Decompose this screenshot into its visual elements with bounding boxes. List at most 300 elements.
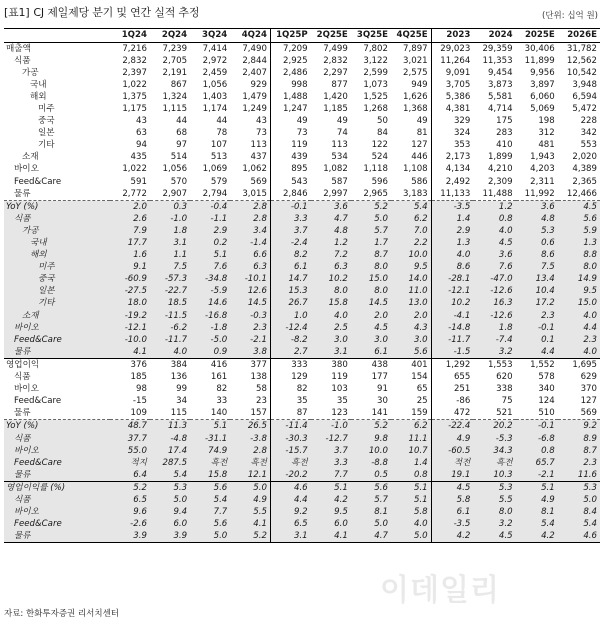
table-cell: 11,992 xyxy=(524,188,555,199)
table-row xyxy=(4,261,600,273)
table-row xyxy=(4,127,600,139)
table-cell: 929 xyxy=(230,79,270,91)
table-cell: 5.0 xyxy=(190,530,230,543)
table-cell: 9,454 xyxy=(487,67,513,78)
table-row xyxy=(4,310,600,322)
table-cell: 18.5 xyxy=(150,297,190,309)
table-cell: 1,062 xyxy=(230,163,270,175)
table-cell: -8.2 xyxy=(270,334,310,346)
table-cell: -12.4 xyxy=(270,322,310,334)
table-cell: 50 xyxy=(377,116,388,127)
column-header: 2025E xyxy=(516,29,558,43)
table-cell: 1,022 xyxy=(122,164,147,175)
table-cell: -3.5 xyxy=(431,518,473,530)
table-cell: 1,022 xyxy=(122,79,147,90)
table-cell: 4.8 xyxy=(516,213,558,225)
table-cell: -3.8 xyxy=(230,433,270,445)
table-cell: 4.0 xyxy=(473,225,515,237)
table-cell: -11.7 xyxy=(431,334,473,346)
table-row xyxy=(4,371,600,383)
table-cell: 2,365 xyxy=(572,176,597,187)
table-cell: 흑전 xyxy=(473,457,515,469)
table-cell: 30,406 xyxy=(524,43,555,54)
table-cell: 198 xyxy=(538,116,555,127)
table-cell: -0.1 xyxy=(516,322,558,334)
table-cell: 5.0 xyxy=(558,494,600,506)
table-cell: 127 xyxy=(391,139,431,151)
watermark: 이데일리 xyxy=(380,573,500,608)
row-label: 영업이익 xyxy=(4,358,110,371)
table-cell: 4.1 xyxy=(110,346,150,359)
table-cell: 521 xyxy=(496,408,513,419)
table-cell: 2.0 xyxy=(391,310,431,322)
table-cell: 185 xyxy=(130,372,147,383)
row-label: 식품 xyxy=(14,55,31,66)
row-label: Feed&Care xyxy=(4,457,110,469)
table-cell: 34.3 xyxy=(473,445,515,457)
table-row xyxy=(4,530,600,543)
table-cell: 7.0 xyxy=(391,225,431,237)
table-cell: 376 xyxy=(110,358,150,371)
table-cell: 16.3 xyxy=(473,297,515,309)
table-cell: 2,599 xyxy=(363,67,388,78)
table-cell: 161 xyxy=(210,372,228,383)
table-cell: -57.3 xyxy=(150,273,190,285)
table-cell: -47.0 xyxy=(473,273,515,285)
table-cell: 0.3 xyxy=(150,200,190,213)
table-header xyxy=(4,29,600,43)
table-cell: -11.5 xyxy=(150,310,190,322)
table-cell: -12.1 xyxy=(431,285,473,297)
table-cell: 338 xyxy=(496,384,513,395)
row-label: 일본 xyxy=(38,128,55,139)
row-label: 식품 xyxy=(14,372,31,383)
table-cell: 11,488 xyxy=(482,188,513,199)
table-cell: 5.7 xyxy=(351,225,391,237)
table-cell: 5.4 xyxy=(150,469,190,482)
row-label: 식품 xyxy=(4,494,110,506)
table-row xyxy=(4,420,600,433)
table-cell: 127 xyxy=(580,396,597,407)
table-cell: 2,844 xyxy=(230,55,270,67)
table-cell: 4,203 xyxy=(530,164,555,175)
table-cell: 7,802 xyxy=(363,43,388,54)
table-cell: 19.1 xyxy=(431,469,473,482)
table-cell: 4.2 xyxy=(431,530,473,543)
table-cell: 4.4 xyxy=(516,346,558,359)
table-cell: 138 xyxy=(230,371,270,383)
table-cell: -12.7 xyxy=(311,433,351,445)
table-cell: 3.0 xyxy=(351,334,391,346)
table-cell: -2.1 xyxy=(516,469,558,482)
table-cell: 14.5 xyxy=(351,297,391,309)
table-cell: 3,015 xyxy=(230,188,270,201)
table-cell: 44 xyxy=(216,116,228,127)
table-cell: 3.2 xyxy=(473,518,515,530)
table-cell: 3,705 xyxy=(445,79,471,90)
table-cell: 3,948 xyxy=(572,79,597,90)
table-cell: 11.1 xyxy=(391,433,431,445)
table-cell: -22.7 xyxy=(150,285,190,297)
table-row xyxy=(4,139,600,151)
table-cell: 37.7 xyxy=(110,433,150,445)
table-cell: -1.1 xyxy=(190,213,230,225)
table-cell: 3.1 xyxy=(270,530,310,543)
table-cell: 73 xyxy=(296,128,308,139)
table-cell: 1.8 xyxy=(150,225,190,237)
table-cell: 2.0 xyxy=(110,200,150,213)
row-label: 바이오 xyxy=(4,445,110,457)
row-label: 중국 xyxy=(4,273,110,285)
table-cell: 4.3 xyxy=(391,322,431,334)
table-cell: 7.7 xyxy=(190,506,230,518)
row-label: 매출액 xyxy=(6,43,31,54)
table-cell: -4.1 xyxy=(431,310,473,322)
table-row xyxy=(4,481,600,494)
table-cell: 7,209 xyxy=(283,43,308,54)
table-cell: 141 xyxy=(371,408,388,419)
table-cell: 3.1 xyxy=(150,237,190,249)
table-cell: -2.6 xyxy=(110,518,150,530)
table-cell: 6.4 xyxy=(110,469,150,482)
table-row xyxy=(4,407,600,420)
table-cell: 14.9 xyxy=(558,273,600,285)
table-cell: -1.5 xyxy=(431,346,473,359)
table-cell: 543 xyxy=(291,176,308,187)
table-cell: 9.4 xyxy=(150,506,190,518)
table-cell: 5.3 xyxy=(150,481,190,494)
table-cell: 655 xyxy=(453,372,471,383)
table-cell: 11.6 xyxy=(558,469,600,482)
table-cell: 15.3 xyxy=(270,285,310,297)
table-cell: 8.9 xyxy=(558,433,600,445)
table-cell: 6.0 xyxy=(311,518,351,530)
table-cell: 2,997 xyxy=(323,188,348,199)
table-cell: 4.0 xyxy=(391,518,431,530)
table-cell: 5.1 xyxy=(311,481,351,494)
table-cell: 4.6 xyxy=(270,481,310,494)
table-cell: -0.1 xyxy=(516,420,558,433)
table-cell: 1,115 xyxy=(162,103,188,114)
table-cell: 1,175 xyxy=(122,103,147,114)
table-cell: 0.1 xyxy=(516,334,558,346)
table-cell: 177 xyxy=(371,372,388,383)
table-cell: 10.2 xyxy=(311,273,351,285)
table-cell: 4.9 xyxy=(230,494,270,506)
column-header: 1Q24 xyxy=(110,29,150,43)
table-cell: 2.2 xyxy=(391,237,431,249)
table-cell: 6,594 xyxy=(572,91,597,102)
table-cell: -11.4 xyxy=(270,420,310,433)
unit-label: (단위: 십억 원) xyxy=(542,11,598,21)
table-cell: 5,069 xyxy=(530,103,555,114)
table-cell: 1.2 xyxy=(473,200,515,213)
table-cell: 12,466 xyxy=(566,188,597,199)
table-cell: 0.2 xyxy=(190,237,230,249)
table-cell: 3,122 xyxy=(363,55,388,66)
table-cell: 1.4 xyxy=(431,213,473,225)
table-cell: 9.5 xyxy=(391,261,431,273)
table-cell: 377 xyxy=(230,358,270,371)
table-cell: 1.8 xyxy=(473,322,515,334)
table-cell: 4,389 xyxy=(572,164,597,175)
table-cell: 159 xyxy=(391,407,431,420)
table-cell: 10.2 xyxy=(431,297,473,309)
table-cell: 446 xyxy=(391,151,431,163)
table-cell: 2.8 xyxy=(230,445,270,457)
table-cell: 1,695 xyxy=(558,358,600,371)
table-cell: 2,772 xyxy=(122,188,147,199)
table-cell: 1,626 xyxy=(391,91,431,103)
table-cell: -5.3 xyxy=(473,433,515,445)
table-cell: -12.1 xyxy=(110,322,150,334)
table-cell: 2.9 xyxy=(190,225,230,237)
table-cell: 14.7 xyxy=(270,273,310,285)
table-cell: 43 xyxy=(136,116,147,127)
column-header: 1Q25P xyxy=(270,29,310,43)
table-cell: 5.8 xyxy=(431,494,473,506)
table-cell: 2,020 xyxy=(572,152,597,163)
table-cell: 1,069 xyxy=(202,164,228,175)
table-cell: 4,210 xyxy=(487,164,513,175)
table-cell: 6.1 xyxy=(431,506,473,518)
table-cell: 0.9 xyxy=(190,346,230,359)
table-cell: 8.6 xyxy=(516,249,558,261)
column-header: 2Q24 xyxy=(150,29,190,43)
table-cell: 6,060 xyxy=(530,91,555,102)
table-cell: 2,925 xyxy=(283,55,308,66)
table-cell: 4.6 xyxy=(558,530,600,543)
table-cell: 7.6 xyxy=(473,261,515,273)
row-label: 물류 xyxy=(4,530,110,543)
table-cell: 4.1 xyxy=(230,518,270,530)
table-cell: 3.0 xyxy=(391,334,431,346)
table-cell: 1,525 xyxy=(363,91,388,102)
table-cell: 287.5 xyxy=(150,457,190,469)
table-cell: 3.0 xyxy=(311,334,351,346)
row-label: 물류 xyxy=(4,346,110,359)
table-cell: 적지 xyxy=(110,457,150,469)
table-title-text: CJ 제일제당 분기 및 연간 실적 추정 xyxy=(33,6,200,19)
row-label: 가공 xyxy=(22,67,39,78)
table-cell: 5.0 xyxy=(230,481,270,494)
table-cell: 14.0 xyxy=(391,273,431,285)
table-cell: 3.6 xyxy=(311,200,351,213)
table-cell: 14.6 xyxy=(190,297,230,309)
table-cell: 2,459 xyxy=(202,67,228,78)
table-cell: 8.0 xyxy=(473,506,515,518)
table-cell: 65.7 xyxy=(516,457,558,469)
table-cell: 4.4 xyxy=(558,322,600,334)
table-cell: 333 xyxy=(270,358,310,371)
table-cell: 9,091 xyxy=(445,67,471,78)
table-cell: 11.3 xyxy=(150,420,190,433)
table-cell: 4.1 xyxy=(311,530,351,543)
table-cell: 2,191 xyxy=(162,67,188,78)
table-cell: 115 xyxy=(170,408,188,419)
table-title xyxy=(4,4,199,20)
table-cell: 5.3 xyxy=(558,481,600,494)
table-cell: 136 xyxy=(170,372,188,383)
table-cell: -15.7 xyxy=(270,445,310,457)
table-cell: 2.3 xyxy=(516,310,558,322)
table-cell: -0.4 xyxy=(190,200,230,213)
table-cell: 0.5 xyxy=(351,469,391,482)
table-cell: 0.8 xyxy=(473,213,515,225)
table-cell: 2,309 xyxy=(487,176,513,187)
table-cell: 578 xyxy=(538,372,555,383)
table-cell: -16.8 xyxy=(190,310,230,322)
table-cell: 6.6 xyxy=(230,249,270,261)
table-cell: -31.1 xyxy=(190,433,230,445)
table-cell: 6.2 xyxy=(391,420,431,433)
table-cell: -12.6 xyxy=(473,310,515,322)
table-cell: 63 xyxy=(136,128,147,139)
table-row xyxy=(4,506,600,518)
table-cell: 7,414 xyxy=(202,43,228,54)
row-label: Feed&Care xyxy=(14,176,62,187)
table-row xyxy=(4,67,600,79)
table-cell: -60.5 xyxy=(431,445,473,457)
table-cell: 5.4 xyxy=(190,494,230,506)
table-cell: 410 xyxy=(496,140,513,151)
table-cell: 481 xyxy=(538,140,555,151)
table-cell: 2.6 xyxy=(110,213,150,225)
table-cell: 998 xyxy=(291,79,308,90)
table-cell: 82 xyxy=(216,384,228,395)
table-cell: 1,943 xyxy=(530,152,555,163)
table-cell: 5.6 xyxy=(190,518,230,530)
table-cell: 5.2 xyxy=(351,420,391,433)
table-cell: 10.0 xyxy=(391,249,431,261)
table-cell: 534 xyxy=(331,152,348,163)
table-cell: 15.0 xyxy=(558,297,600,309)
table-cell: 342 xyxy=(580,128,597,139)
table-cell: 31,782 xyxy=(566,43,597,54)
table-cell: 흑전 xyxy=(270,457,310,469)
table-row xyxy=(4,518,600,530)
table-cell: 5.1 xyxy=(190,420,230,433)
table-cell: 5.9 xyxy=(558,225,600,237)
table-row xyxy=(4,237,600,249)
table-cell: 4.9 xyxy=(516,494,558,506)
table-cell: 2,575 xyxy=(391,67,431,79)
table-cell: 78 xyxy=(216,128,228,139)
table-cell: 629 xyxy=(580,372,597,383)
table-row xyxy=(4,297,600,309)
table-cell: 1,899 xyxy=(487,152,513,163)
table-cell: 0.8 xyxy=(391,469,431,482)
earnings-table xyxy=(4,28,600,543)
table-cell: 49 xyxy=(336,116,348,127)
table-cell: 8.2 xyxy=(270,249,310,261)
table-cell: 14.5 xyxy=(230,297,270,309)
table-cell: 5.5 xyxy=(230,506,270,518)
table-cell: -10.0 xyxy=(110,334,150,346)
table-cell: 5.1 xyxy=(516,481,558,494)
table-cell: 9.2 xyxy=(558,420,600,433)
table-cell: 228 xyxy=(580,116,597,127)
table-cell: 103 xyxy=(331,384,348,395)
table-cell: 3.3 xyxy=(270,213,310,225)
table-cell: 5.6 xyxy=(351,481,391,494)
table-cell: 123 xyxy=(331,408,348,419)
table-cell: 3.2 xyxy=(473,346,515,359)
table-cell: 29,359 xyxy=(482,43,513,54)
table-cell: 3.4 xyxy=(230,225,270,237)
table-cell: 91 xyxy=(377,384,388,395)
table-cell: 2.8 xyxy=(230,213,270,225)
table-cell: 175 xyxy=(496,116,513,127)
table-cell: 5,472 xyxy=(572,103,597,114)
table-row xyxy=(4,285,600,297)
row-label: YoY (%) xyxy=(4,200,110,213)
table-cell: 11,353 xyxy=(482,55,513,66)
table-cell: 2,397 xyxy=(122,67,147,78)
table-cell: 437 xyxy=(230,151,270,163)
table-cell: 5,386 xyxy=(445,91,471,102)
table-cell: 7.5 xyxy=(516,261,558,273)
table-cell: 7.7 xyxy=(311,469,351,482)
table-cell: 4.5 xyxy=(473,237,515,249)
column-header: 2026E xyxy=(558,29,600,43)
table-cell: 74.9 xyxy=(190,445,230,457)
table-cell: 1,403 xyxy=(202,91,228,102)
table-cell: 1,552 xyxy=(516,358,558,371)
table-cell: -8.8 xyxy=(351,457,391,469)
table-row xyxy=(4,249,600,261)
row-label: 바이오 xyxy=(4,506,110,518)
table-cell: 3.9 xyxy=(110,530,150,543)
table-cell: 9.5 xyxy=(558,285,600,297)
table-cell: 4,134 xyxy=(445,164,471,175)
table-cell: 3.7 xyxy=(311,445,351,457)
table-cell: 흑전 xyxy=(230,457,270,469)
table-cell: 5.3 xyxy=(516,225,558,237)
table-cell: 1,268 xyxy=(363,103,388,114)
table-cell: 6.3 xyxy=(311,261,351,273)
table-cell: 401 xyxy=(391,358,431,371)
table-cell: 12,562 xyxy=(566,55,597,66)
column-header: 3Q24 xyxy=(190,29,230,43)
table-cell: 2,907 xyxy=(162,188,188,199)
table-row xyxy=(4,213,600,225)
table-cell: 15.8 xyxy=(190,469,230,482)
table-cell: 8.0 xyxy=(558,261,600,273)
table-cell: 3.8 xyxy=(230,346,270,359)
table-row xyxy=(4,445,600,457)
table-row xyxy=(4,55,600,67)
table-cell: 8.1 xyxy=(351,506,391,518)
table-cell: 591 xyxy=(130,176,147,187)
table-cell: 4.8 xyxy=(311,225,351,237)
table-cell: 4.5 xyxy=(351,322,391,334)
table-cell: 4.9 xyxy=(431,433,473,445)
table-cell: 2,407 xyxy=(230,67,270,79)
table-cell: -10.1 xyxy=(230,273,270,285)
table-cell: 74 xyxy=(336,128,348,139)
table-cell: 5.0 xyxy=(391,530,431,543)
table-cell: 329 xyxy=(453,116,471,127)
table-cell: 2.5 xyxy=(311,322,351,334)
table-row xyxy=(4,103,600,115)
table-cell: -60.9 xyxy=(110,273,150,285)
table-cell: -22.4 xyxy=(431,420,473,433)
row-label: 소재 xyxy=(4,310,110,322)
table-cell: -1.0 xyxy=(150,213,190,225)
table-cell: 4.0 xyxy=(150,346,190,359)
table-cell: 8.0 xyxy=(351,285,391,297)
